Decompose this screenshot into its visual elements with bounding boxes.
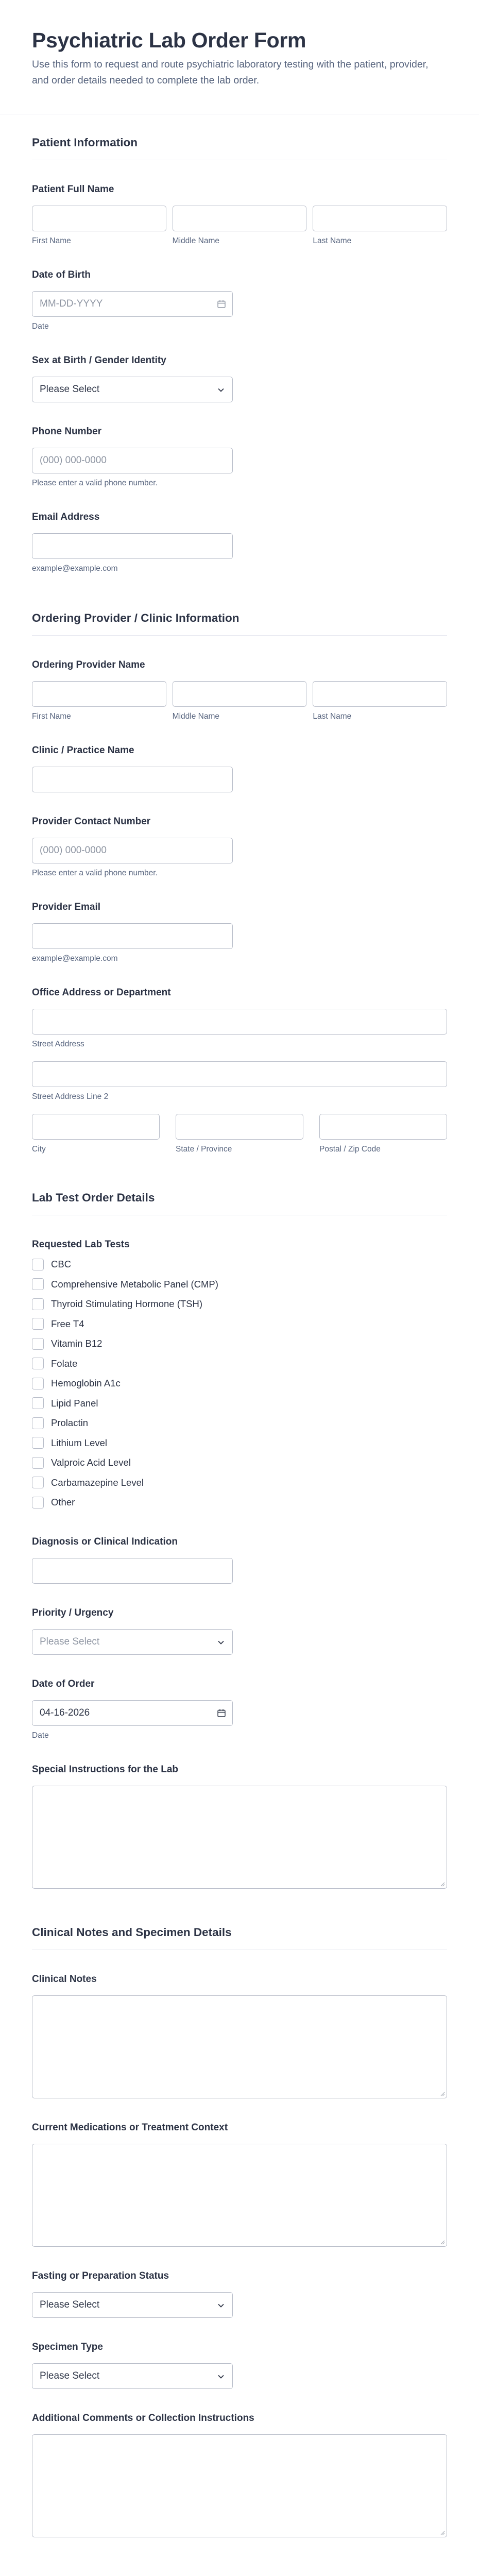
patient-full-name-field <box>32 183 447 246</box>
resize-handle-icon[interactable] <box>440 2530 445 2535</box>
street-address-input[interactable] <box>32 1009 447 1035</box>
medications-textarea[interactable] <box>32 2144 447 2247</box>
checkbox-label: Prolactin <box>51 1417 88 1429</box>
clinic-name-field <box>32 744 447 792</box>
lab-test-option[interactable] <box>32 1354 447 1374</box>
requested-tests-field <box>32 1238 447 1513</box>
checkbox[interactable] <box>32 1278 44 1290</box>
checkbox[interactable] <box>32 1318 44 1330</box>
additional-comments-textarea[interactable] <box>32 2434 447 2537</box>
field-sublabel: Please enter a valid phone number. <box>32 479 158 487</box>
resize-handle-icon[interactable] <box>440 2240 445 2245</box>
field-sublabel: example@example.com <box>32 954 118 963</box>
checkbox-label: Carbamazepine Level <box>51 1477 144 1488</box>
checkbox-label: Hemoglobin A1c <box>51 1378 121 1389</box>
specimen-select[interactable] <box>32 2363 233 2389</box>
lab-test-option[interactable] <box>32 1493 447 1513</box>
patient-middle-name-input[interactable] <box>173 206 307 231</box>
checkbox[interactable] <box>32 1417 44 1429</box>
field-sublabel: Last Name <box>313 236 352 245</box>
checkbox-label: Other <box>51 1497 75 1508</box>
clinical-notes-field <box>32 1973 447 2098</box>
street-address-line2-input[interactable] <box>32 1061 447 1087</box>
field-label: Specimen Type <box>32 2341 103 2352</box>
order-date-field <box>32 1677 447 1740</box>
calendar-icon[interactable] <box>217 1708 226 1718</box>
field-sublabel: Please enter a valid phone number. <box>32 869 158 877</box>
checkbox[interactable] <box>32 1457 44 1469</box>
field-label: Current Medications or Treatment Context <box>32 2122 228 2133</box>
form-description: Use this form to request and route psychiatric laboratory testing with the patient, provider, and order details needed to complete the lab order. <box>32 59 429 86</box>
select-value: Please Select <box>40 1636 100 1647</box>
checkbox[interactable] <box>32 1437 44 1449</box>
field-label: Sex at Birth / Gender Identity <box>32 355 166 366</box>
lab-test-option[interactable] <box>32 1473 447 1493</box>
section-heading-clinical: Clinical Notes and Specimen Details <box>32 1904 447 1950</box>
checkbox[interactable] <box>32 1358 44 1369</box>
city-input[interactable] <box>32 1114 160 1140</box>
chevron-down-icon <box>217 386 225 394</box>
lab-test-option[interactable] <box>32 1394 447 1414</box>
field-label: Patient Full Name <box>32 184 114 195</box>
form-header <box>0 0 479 114</box>
lab-test-option[interactable] <box>32 1255 447 1275</box>
patient-dob-input[interactable] <box>32 291 233 317</box>
checkbox[interactable] <box>32 1338 44 1350</box>
field-sublabel: Postal / Zip Code <box>319 1145 381 1154</box>
special-instructions-textarea[interactable] <box>32 1786 447 1889</box>
checkbox-label: Lithium Level <box>51 1437 108 1448</box>
provider-email-input[interactable] <box>32 923 233 949</box>
patient-sex-field <box>32 354 447 402</box>
form-content <box>0 114 479 2537</box>
checkbox[interactable] <box>32 1477 44 1488</box>
provider-name-field <box>32 658 447 721</box>
field-label: Office Address or Department <box>32 987 171 998</box>
select-value: Please Select <box>40 384 100 395</box>
section-heading-patient: Patient Information <box>32 114 447 160</box>
patient-last-name-input[interactable] <box>313 206 447 231</box>
provider-last-name-input[interactable] <box>313 681 447 707</box>
field-sublabel: Date <box>32 1731 49 1740</box>
patient-email-field <box>32 511 447 573</box>
select-value: Please Select <box>40 2370 100 2381</box>
field-sublabel: Street Address Line 2 <box>32 1092 109 1101</box>
field-sublabel: example@example.com <box>32 564 118 573</box>
diagnosis-input[interactable] <box>32 1558 233 1584</box>
chevron-down-icon <box>217 2301 225 2310</box>
resize-handle-icon[interactable] <box>440 1882 445 1887</box>
diagnosis-field <box>32 1535 447 1584</box>
lab-test-option[interactable] <box>32 1275 447 1295</box>
checkbox[interactable] <box>32 1259 44 1270</box>
phone-placeholder: (000) 000-0000 <box>40 455 107 466</box>
lab-test-option[interactable] <box>32 1334 447 1354</box>
checkbox-label: CBC <box>51 1259 72 1270</box>
field-sublabel: Last Name <box>313 712 352 721</box>
checkbox[interactable] <box>32 1298 44 1310</box>
field-label: Date of Birth <box>32 269 91 280</box>
field-label: Phone Number <box>32 426 102 437</box>
field-label: Date of Order <box>32 1678 95 1689</box>
section-heading-provider: Ordering Provider / Clinic Information <box>32 590 447 636</box>
patient-first-name-input[interactable] <box>32 206 166 231</box>
special-instructions-field <box>32 1763 447 1889</box>
field-label: Email Address <box>32 512 100 522</box>
specimen-field <box>32 2341 447 2389</box>
lab-test-option[interactable] <box>32 1413 447 1433</box>
field-sublabel: City <box>32 1145 46 1154</box>
lab-test-option[interactable] <box>32 1294 447 1314</box>
provider-email-field <box>32 901 447 963</box>
field-label: Fasting or Preparation Status <box>32 2270 169 2281</box>
field-label: Diagnosis or Clinical Indication <box>32 1536 178 1547</box>
provider-phone-input[interactable] <box>32 838 233 863</box>
fasting-field <box>32 2269 447 2318</box>
checkbox-label: Valproic Acid Level <box>51 1457 131 1468</box>
checkbox-label: Lipid Panel <box>51 1397 98 1409</box>
clinical-notes-textarea[interactable] <box>32 1995 447 2098</box>
field-label: Special Instructions for the Lab <box>32 1764 178 1775</box>
lab-test-option[interactable] <box>32 1374 447 1394</box>
order-date-input[interactable] <box>32 1700 233 1726</box>
field-sublabel: First Name <box>32 236 71 245</box>
checkbox-label: Free T4 <box>51 1318 84 1329</box>
patient-email-input[interactable] <box>32 533 233 559</box>
checkbox-label: Thyroid Stimulating Hormone (TSH) <box>51 1298 203 1310</box>
checkbox-label: Vitamin B12 <box>51 1338 102 1349</box>
select-value: Please Select <box>40 2299 100 2310</box>
order-date-value: 04-16-2026 <box>40 1707 90 1718</box>
patient-phone-input[interactable] <box>32 448 233 473</box>
lab-test-option[interactable] <box>32 1433 447 1453</box>
field-sublabel: First Name <box>32 712 71 721</box>
lab-test-option[interactable] <box>32 1453 447 1473</box>
field-sublabel: Middle Name <box>172 236 219 245</box>
patient-dob-field <box>32 268 447 331</box>
form-title: Psychiatric Lab Order Form <box>32 28 306 52</box>
field-label: Clinical Notes <box>32 1973 97 1985</box>
medications-field <box>32 2121 447 2247</box>
lab-test-option[interactable] <box>32 1314 447 1334</box>
priority-select[interactable] <box>32 1629 233 1655</box>
field-sublabel: Date <box>32 322 49 331</box>
checkbox[interactable] <box>32 1497 44 1509</box>
field-sublabel: Middle Name <box>172 712 219 721</box>
clinic-name-input[interactable] <box>32 767 233 792</box>
field-sublabel: Street Address <box>32 1040 84 1048</box>
lab-tests-checkbox-list <box>32 1255 447 1513</box>
field-label: Ordering Provider Name <box>32 659 145 670</box>
field-label: Provider Email <box>32 902 101 912</box>
state-input[interactable] <box>176 1114 303 1140</box>
office-address-field <box>32 986 447 1154</box>
provider-first-name-input[interactable] <box>32 681 166 707</box>
checkbox[interactable] <box>32 1397 44 1409</box>
calendar-icon[interactable] <box>217 299 226 309</box>
field-sublabel: State / Province <box>176 1145 232 1154</box>
fasting-select[interactable] <box>32 2292 233 2318</box>
additional-comments-field <box>32 2412 447 2537</box>
checkbox-label: Folate <box>51 1358 78 1369</box>
priority-field <box>32 1606 447 1655</box>
dob-placeholder: MM-DD-YYYY <box>40 298 103 309</box>
field-label: Requested Lab Tests <box>32 1239 130 1250</box>
checkbox-label: Comprehensive Metabolic Panel (CMP) <box>51 1278 218 1290</box>
field-label: Provider Contact Number <box>32 816 151 827</box>
checkbox[interactable] <box>32 1378 44 1389</box>
phone-placeholder: (000) 000-0000 <box>40 845 107 856</box>
field-label: Additional Comments or Collection Instructions <box>32 2412 254 2424</box>
field-label: Priority / Urgency <box>32 1607 114 1618</box>
patient-phone-field <box>32 425 447 488</box>
patient-sex-select[interactable] <box>32 377 233 402</box>
provider-middle-name-input[interactable] <box>173 681 307 707</box>
section-heading-lab: Lab Test Order Details <box>32 1170 447 1215</box>
chevron-down-icon <box>217 2372 225 2381</box>
chevron-down-icon <box>217 1638 225 1647</box>
provider-phone-field <box>32 815 447 878</box>
resize-handle-icon[interactable] <box>440 2091 445 2096</box>
field-label: Clinic / Practice Name <box>32 745 134 756</box>
zip-input[interactable] <box>319 1114 447 1140</box>
